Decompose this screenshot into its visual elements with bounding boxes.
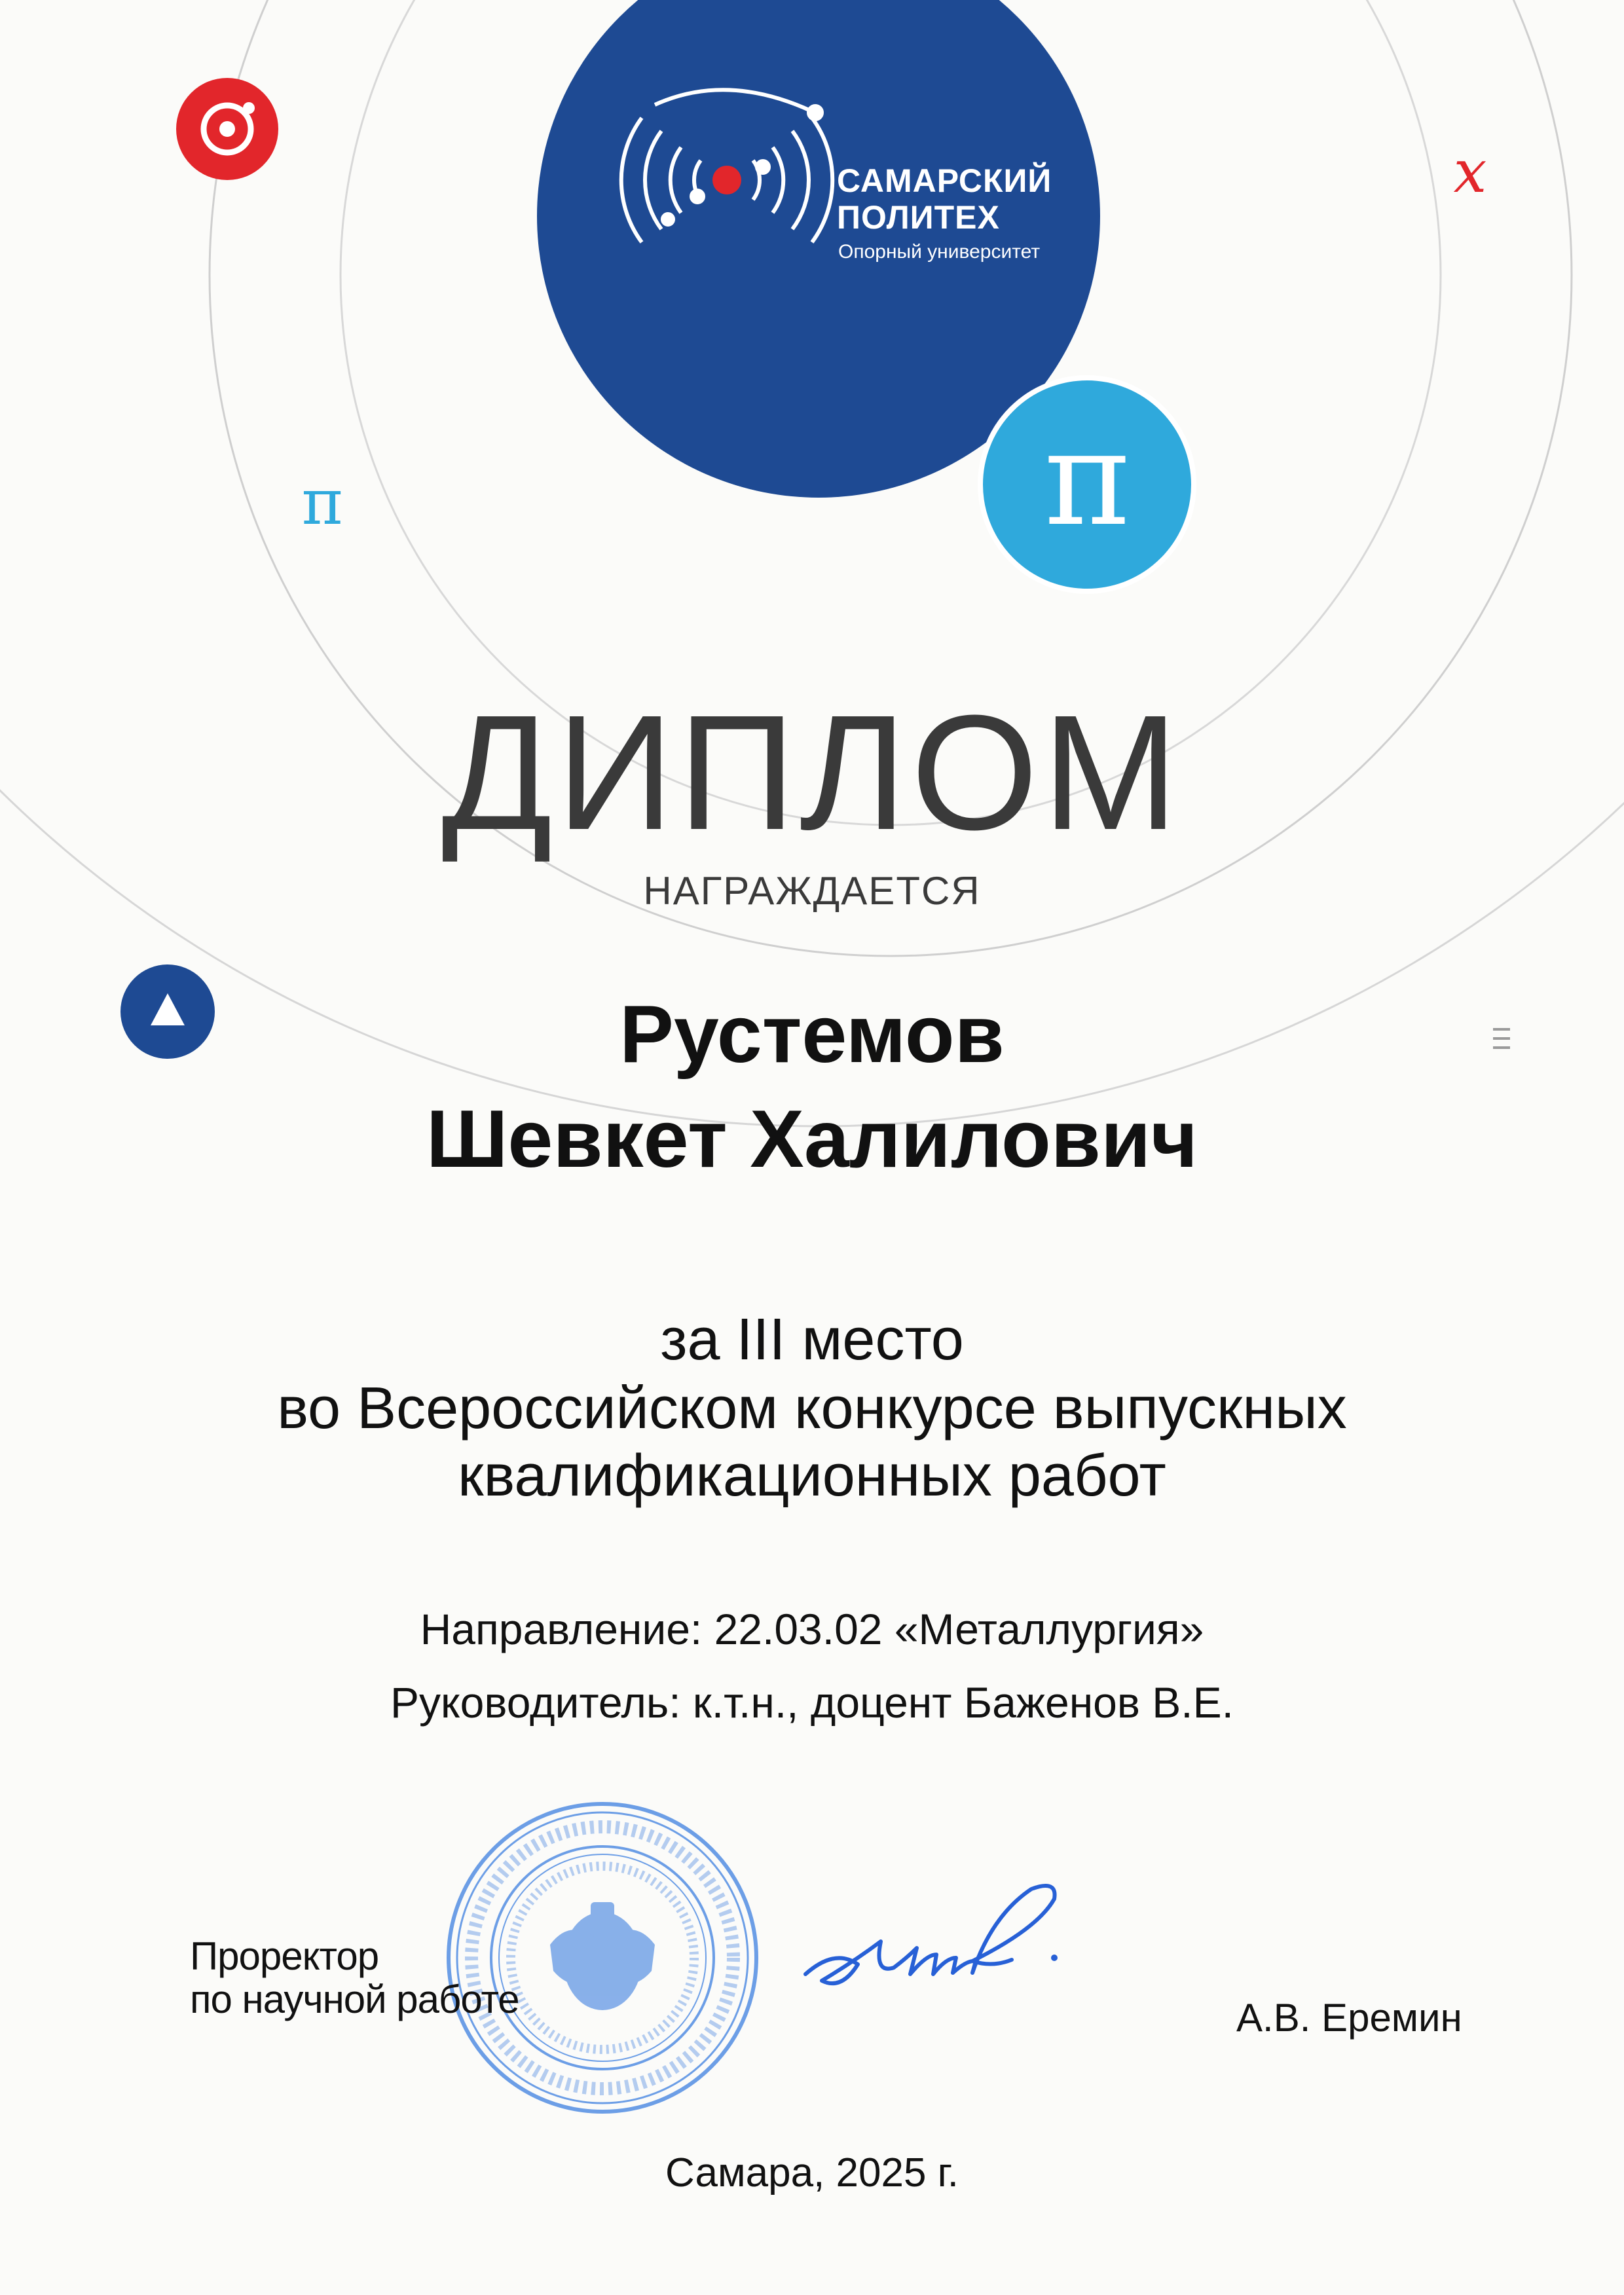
study-direction: Направление: 22.03.02 «Металлургия» [420,1605,1204,1653]
logo-subtitle: Опорный университет [838,241,1041,263]
signer-position-line2: по научной работе [190,1977,519,2021]
signer-name: А.В. Еремин [1236,1996,1462,2040]
small-pi-icon: π [301,466,343,539]
award-reason-line2: во Всероссийском конкурсе выпускных [277,1376,1347,1441]
pi-icon: π [1044,403,1130,555]
coat-of-arms-icon [550,1902,655,2010]
award-reason-line3: квалификационных работ [458,1443,1166,1509]
diploma-title: ДИПЛОМ [441,681,1183,864]
supervisor: Руководитель: к.т.н., доцент Баженов В.Е. [390,1678,1234,1727]
award-reason-line1: за III место [660,1307,964,1372]
recipient-surname: Рустемов [619,989,1005,1080]
x-icon: x [1453,138,1487,206]
recipient-given-names: Шевкет Халилович [426,1094,1198,1184]
university-logo-name [837,162,1052,236]
place-and-date: Самара, 2025 г. [665,2150,959,2195]
signature [796,1876,1084,2027]
awarded-label: НАГРАЖДАЕТСЯ [643,869,981,913]
logo-name-line1: САМАРСКИЙ [837,162,1052,199]
signer-position [190,1935,519,2021]
signer-position-line1: Проректор [190,1934,379,1978]
logo-name-line2: ПОЛИТЕХ [837,199,1000,236]
